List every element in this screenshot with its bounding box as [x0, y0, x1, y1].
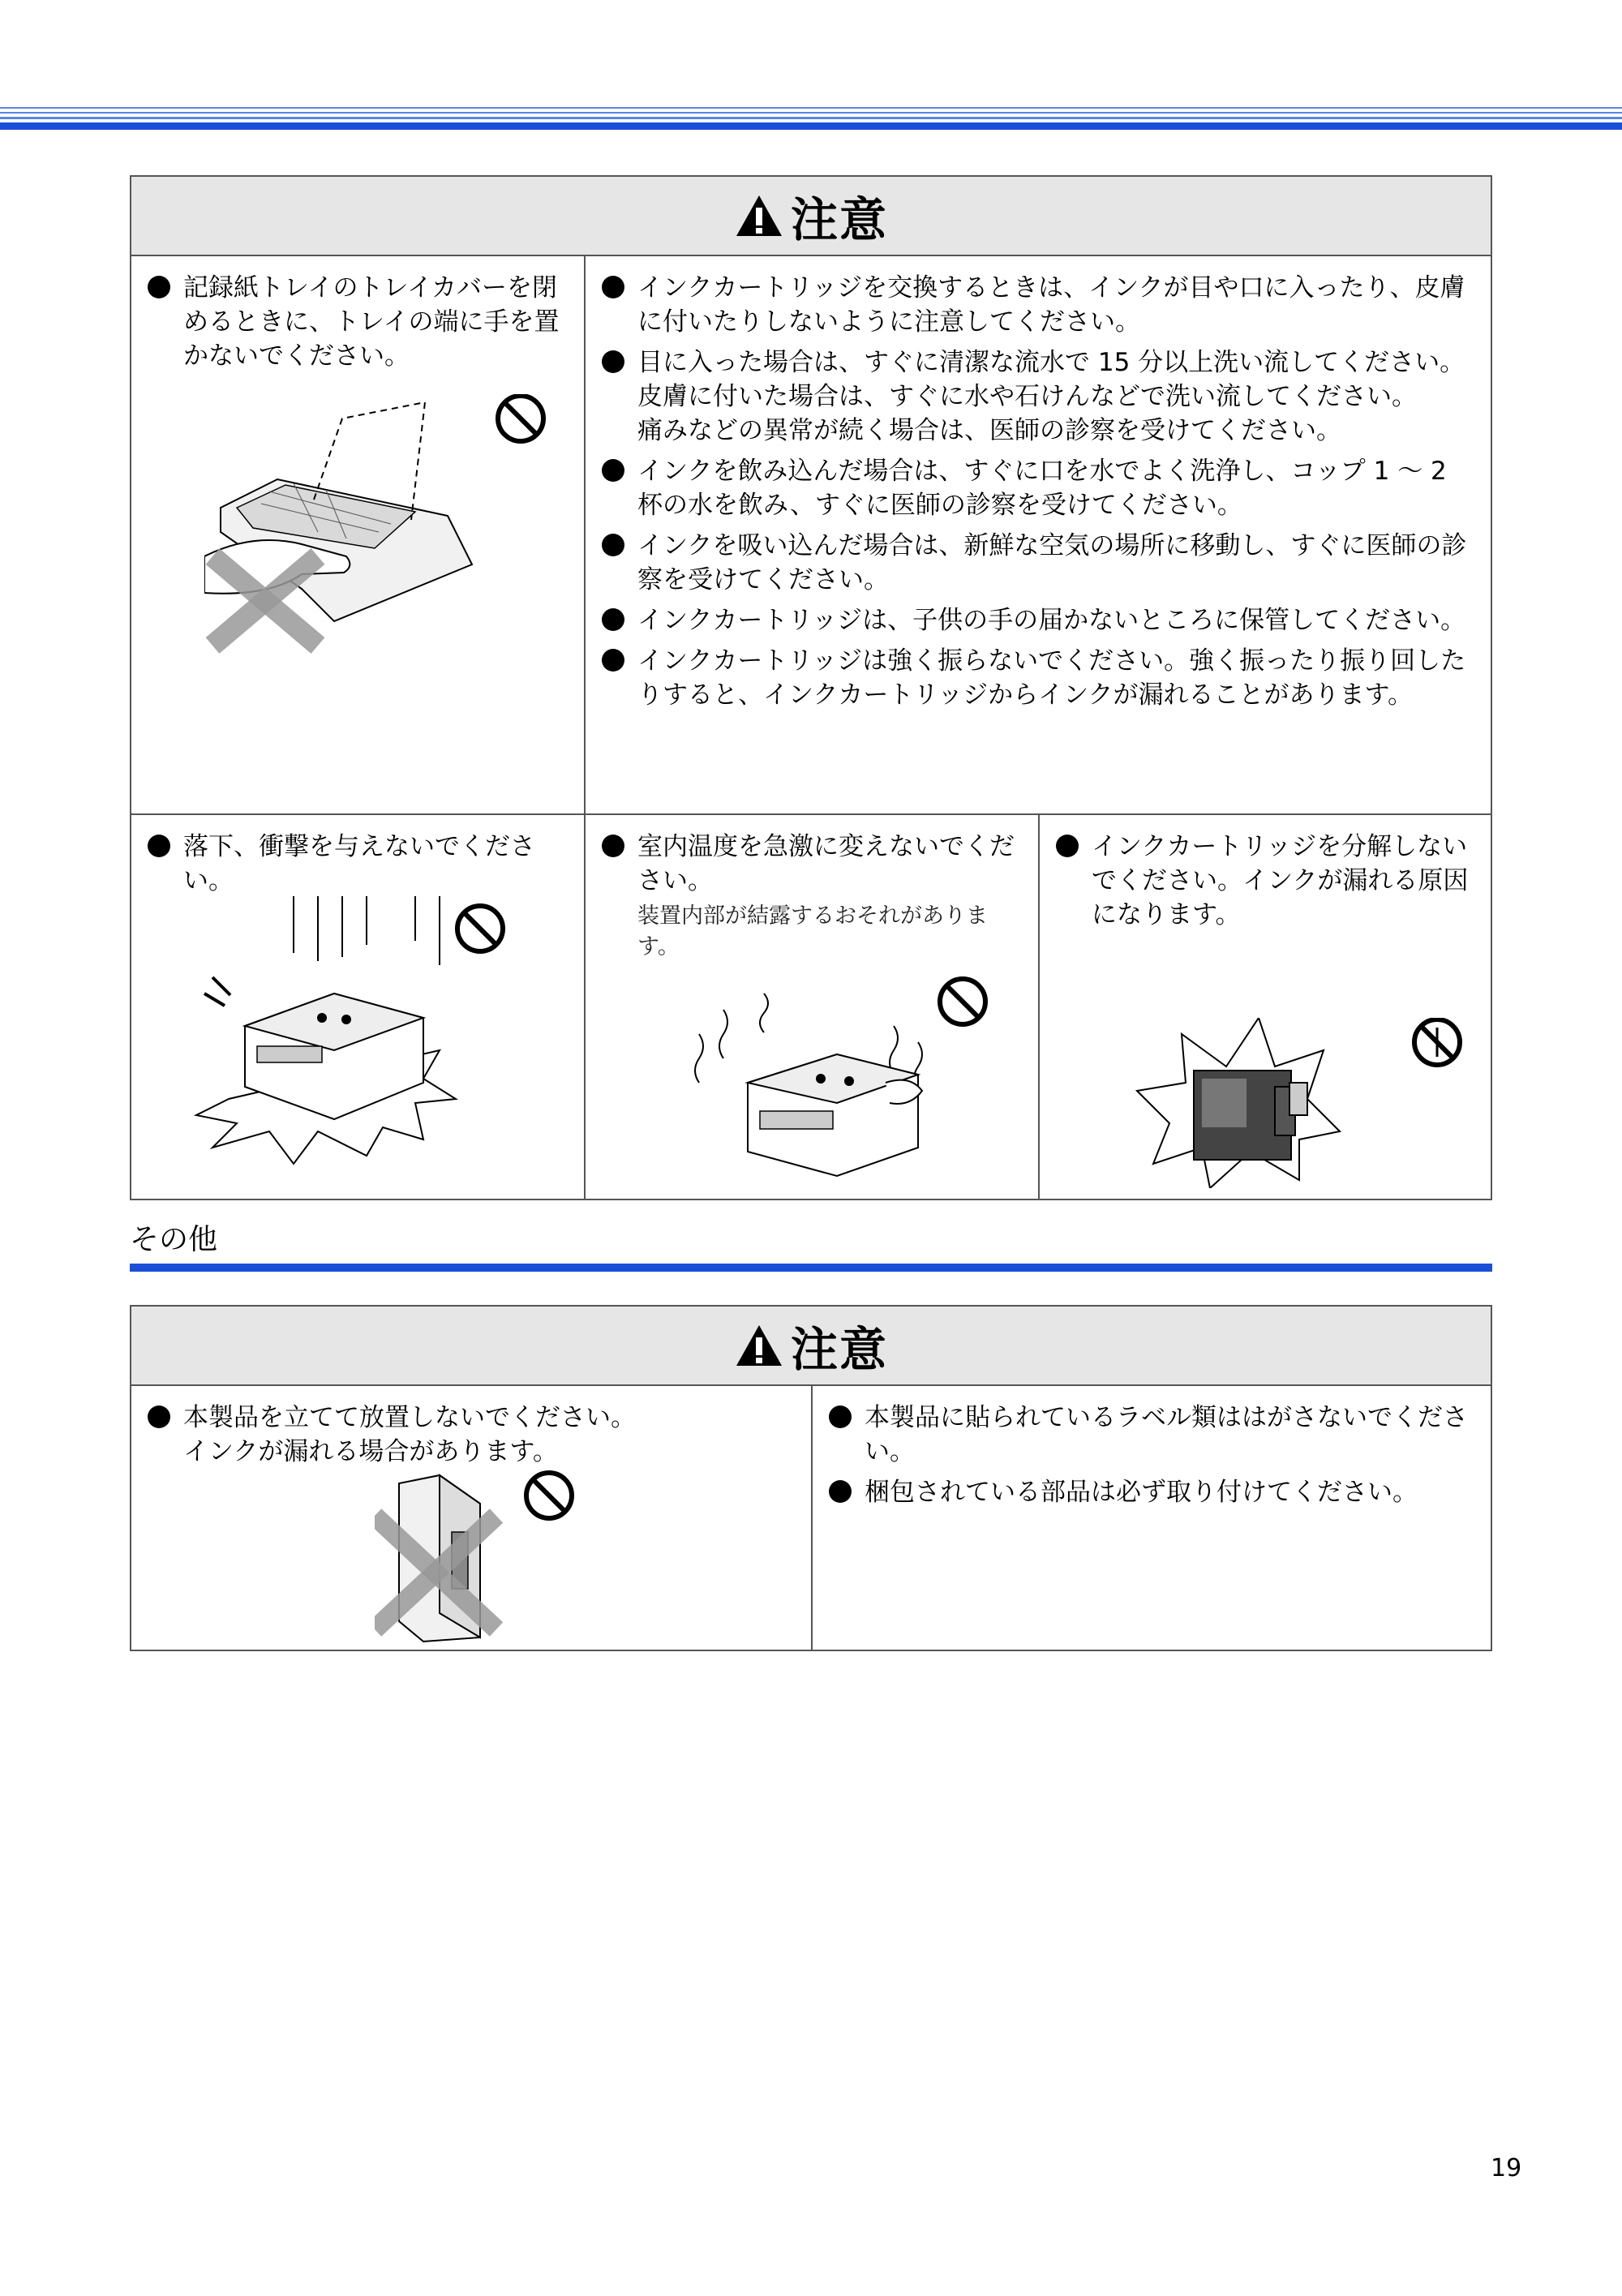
- section-rule: [130, 1264, 1492, 1272]
- bullet-continuation: インクが漏れる場合があります。: [183, 1437, 558, 1466]
- bullet-item: 梱包されている部品は必ず取り付けてください。: [827, 1475, 1479, 1509]
- cell-tray-warning: [131, 256, 584, 813]
- bullet-item: インクカートリッジを分解しないでください。インクが漏れる原因になります。: [1054, 830, 1476, 932]
- caution-header: [131, 177, 1491, 256]
- caution-table-ink: [130, 175, 1492, 1200]
- cell-upright-warning: [131, 1386, 811, 1651]
- cell-disassemble-warning: [1040, 815, 1491, 1200]
- bullet-item: 記録紙トレイのトレイカバーを閉めるときに、トレイの端に手を置かないでください。: [146, 271, 569, 373]
- upright-printer-illustration: [375, 1467, 586, 1646]
- caution-title: 注意: [790, 1322, 888, 1377]
- warning-triangle-icon: [734, 193, 784, 238]
- cell-drop-warning: [131, 815, 584, 1200]
- bullet-item: インクカートリッジは、子供の手の届かないところに保管してください。: [600, 603, 1479, 637]
- bullet-item: 室内温度を急激に変えないでください。: [600, 830, 1023, 898]
- bullet-item: インクカートリッジは強く振らないでください。強く振ったり振り回したりすると、インクカートリッジからインクが漏れることがあります。: [600, 644, 1479, 712]
- warning-triangle-icon: [734, 1323, 784, 1368]
- section-title: その他: [130, 1223, 218, 1256]
- cell-temperature-warning: [586, 815, 1038, 1200]
- caution-header: [131, 1307, 1491, 1386]
- bullet-item: 本製品を立てて放置しないでください。: [146, 1401, 796, 1435]
- cell-labels-warning: [813, 1386, 1491, 1651]
- cartridge-illustration: [1113, 1018, 1470, 1188]
- bullet-continuation: 痛みなどの異常が続く場合は、医師の診察を受けてください。: [637, 416, 1341, 445]
- bullet-text: 目に入った場合は、すぐに清潔な流水で 15 分以上洗い流してください。: [637, 348, 1465, 377]
- caution-title: 注意: [790, 192, 888, 247]
- page-number: 19: [1491, 2154, 1522, 2182]
- bullet-item: 落下、衝撃を与えないでください。: [146, 830, 569, 898]
- cell-ink-warning: [586, 256, 1491, 813]
- bullet-item: インクを吸い込んだ場合は、新鮮な空気の場所に移動し、すぐに医師の診察を受けてください。: [600, 529, 1479, 597]
- bullet-continuation: 皮膚に付いた場合は、すぐに水や石けんなどで洗い流してください。: [637, 382, 1417, 411]
- temperature-printer-illustration: [675, 961, 1015, 1188]
- bullet-item: インクを飲み込んだ場合は、すぐに口を水でよく洗浄し、コップ 1 ～ 2 杯の水を飲み、すぐに医師の診察を受けてください。: [600, 454, 1479, 522]
- caution-note: 装置内部が結露するおそれがあります。: [637, 903, 988, 959]
- bullet-item: インクカートリッジを交換するときは、インクが目や口に入ったり、皮膚に付いたりしないように注意してください。: [600, 271, 1479, 339]
- bullet-item: 本製品に貼られているラベル類ははがさないでください。: [827, 1401, 1479, 1469]
- tray-hand-illustration: [204, 394, 569, 670]
- falling-printer-illustration: [180, 896, 537, 1172]
- bullet-item: [600, 345, 1479, 380]
- header-rule: [0, 107, 1622, 131]
- caution-table-other: [130, 1305, 1492, 1651]
